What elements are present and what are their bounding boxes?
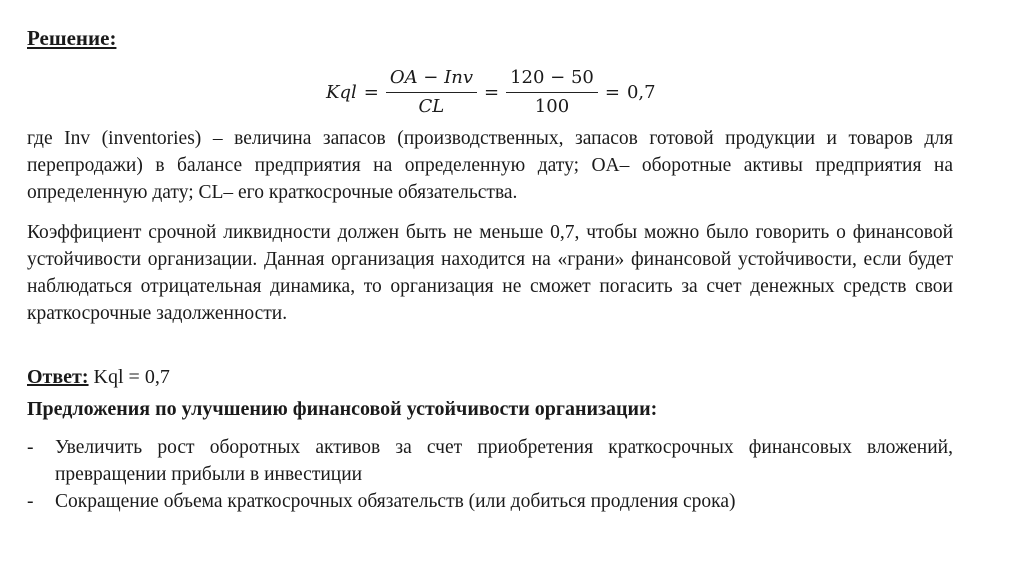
proposals-heading: Предложения по улучшению финансовой устойчивости организации: [27,398,658,420]
formula-fraction-symbolic [386,67,477,118]
definitions-paragraph: где Inv (inventories) – величина запасов (производственных, запасов готовой продукции и товаров для перепродажи) в балансе предприятия на определенную дату; OA– оборотные активы предприятия на определенную дату; CL– его краткосрочные обязательства. [27,128,953,203]
answer-line [27,366,170,389]
formula-equals-2: = [483,81,500,103]
quick-ratio-formula [326,64,656,120]
proposals-list [27,434,953,515]
formula-fraction-symbolic-numerator: OA − Inv [386,67,477,93]
solution-heading: Решение: [27,26,117,50]
list-item-marker: - [27,437,34,458]
formula-equals-1: = [363,81,379,103]
list-item [27,488,953,515]
formula-fraction-numeric [506,67,598,118]
formula-equals-3: = [604,81,620,103]
answer-value: Kql = 0,7 [88,366,170,388]
formula-result: 0,7 [626,81,656,103]
list-item-text: Увеличить рост оборотных активов за счет приобретения краткосрочных финансовых вложений, превращении прибыли в инвестиции [55,437,953,485]
formula-lhs: Kql [326,81,357,103]
list-item [27,434,953,488]
formula-fraction-symbolic-denominator: CL [418,95,445,117]
answer-label: Ответ: [27,366,89,388]
interpretation-paragraph: Коэффициент срочной ликвидности должен быть не меньше 0,7, чтобы можно было говорить о финансовой устойчивости организации. Данная организация находится на «грани» финансовой устойчивости, если будет наблюдаться отрицательная динамика, то организация не сможет погасить за счет денежных средств свои краткосрочные задолженности. [27,222,953,324]
formula-fraction-numeric-denominator: 100 [534,95,570,117]
list-item-marker: - [27,491,34,512]
list-item-text: Сокращение объема краткосрочных обязательств (или добиться продления срока) [55,491,736,512]
formula-fraction-numeric-numerator: 120 − 50 [506,67,598,93]
